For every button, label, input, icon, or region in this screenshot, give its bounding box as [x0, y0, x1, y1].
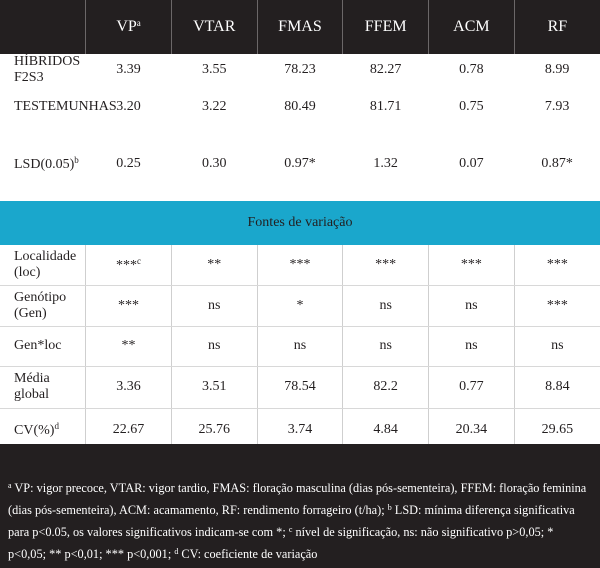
section-band — [0, 201, 600, 245]
table-cell: 0.07 — [459, 156, 484, 171]
table-cell: 8.84 — [514, 366, 600, 408]
table-cell: 0.77 — [429, 366, 515, 408]
table-cell: 3.36 — [86, 366, 172, 408]
table-row-localidade — [0, 245, 600, 285]
table-cell: *** — [86, 285, 172, 326]
table-cell: ns — [171, 285, 257, 326]
table-cell: ns — [171, 326, 257, 366]
table-cell: *** — [514, 245, 600, 285]
table-cell: ns — [514, 326, 600, 366]
row-label: CV(%)$^d$ — [14, 420, 59, 438]
table-row-lsd — [0, 127, 600, 201]
table-header-row — [0, 0, 600, 54]
table-cell: 0.97* — [284, 156, 316, 171]
row-label: $LSD(0.05)^b$ — [14, 155, 79, 172]
table-cell: 4.84 — [343, 408, 429, 451]
table-cell: ** — [171, 245, 257, 285]
table-cell: * — [257, 285, 343, 326]
table-cell: 78.54 — [257, 366, 343, 408]
table-cell: ns — [343, 285, 429, 326]
table-cell: 0.87* — [541, 156, 573, 171]
table-cell: 0.25 — [116, 156, 141, 171]
row-label: Média global — [0, 366, 86, 408]
table-row-media-global — [0, 366, 600, 408]
row-label: TESTEMUNHAS — [14, 98, 117, 114]
table-cell: 78.23 — [284, 62, 316, 77]
table-cell: 1.32 — [373, 156, 398, 171]
table-cell: ns — [429, 326, 515, 366]
section-band-label: Fontes de variação — [247, 215, 353, 230]
table-cell: 82.2 — [343, 366, 429, 408]
table-cell: 0.30 — [202, 156, 227, 171]
column-header-acm: ACM — [429, 0, 515, 54]
table-cell: ns — [429, 285, 515, 326]
table-row-hibridos — [0, 54, 600, 86]
column-header-rf: RF — [514, 0, 600, 54]
table-row-testemunhas — [0, 86, 600, 127]
table-cell: 8.99 — [544, 62, 570, 77]
table-cell: 81.71 — [369, 98, 402, 114]
table-cell: 25.76 — [171, 408, 257, 451]
column-header-vtar: VTAR — [171, 0, 257, 54]
row-label: Localidade (loc) — [0, 245, 86, 285]
table-cell: 3.39 — [116, 62, 141, 77]
column-header-vp: $VP^a$ — [86, 0, 172, 54]
table-cell: 0.78 — [459, 62, 484, 77]
table-row-genotipo — [0, 285, 600, 326]
table-cell: 3.51 — [171, 366, 257, 408]
table-cell: 0.75 — [459, 98, 484, 114]
column-header-fmas: FMAS — [257, 0, 343, 54]
table-cell: 82.27 — [369, 62, 402, 77]
row-label: HÍBRIDOS F2S3 — [14, 54, 81, 85]
table-cell: ** — [86, 326, 172, 366]
table-row-gen-loc — [0, 326, 600, 366]
table-cell: 3.74 — [257, 408, 343, 451]
row-label: Genótipo (Gen) — [0, 285, 86, 326]
table-cell: 3.20 — [116, 98, 141, 114]
table-footnote: $^a$ VP: vigor precoce, VTAR: vigor tardio, FMAS: floração masculina (dias pós-sementeira), FFEM: floração feminina (dias pós-sementeira), ACM: acamamento, RF: rendimento forrageiro (t/ha); $^b$ LSD: mínima diferença significativa para p<0.05, os valores significativos indicam-se com *; $^c$ nível de significação, ns: não significativo p>0,05; * p<0,05; ** p<0,01; *** p<0,001; $^d$ CV: coeficiente de variação — [0, 444, 600, 568]
table-cell: 29.65 — [514, 408, 600, 451]
table-cell: 22.67 — [86, 408, 172, 451]
table-cell: ns — [257, 326, 343, 366]
table-cell: *** — [514, 285, 600, 326]
table-cell: *** — [429, 245, 515, 285]
table-cell: 3.22 — [202, 98, 227, 114]
table-cell: 7.93 — [544, 98, 570, 114]
table-cell: *** — [257, 245, 343, 285]
table-cell: *** — [343, 245, 429, 285]
header-corner — [0, 0, 86, 54]
table-cell: ***$^c$ — [86, 245, 172, 285]
column-header-ffem: FFEM — [343, 0, 429, 54]
table-cell: ns — [343, 326, 429, 366]
table-cell: 3.55 — [202, 62, 227, 77]
table-cell: 80.49 — [284, 98, 316, 114]
table-cell: 20.34 — [429, 408, 515, 451]
row-label: Gen*loc — [0, 326, 86, 366]
